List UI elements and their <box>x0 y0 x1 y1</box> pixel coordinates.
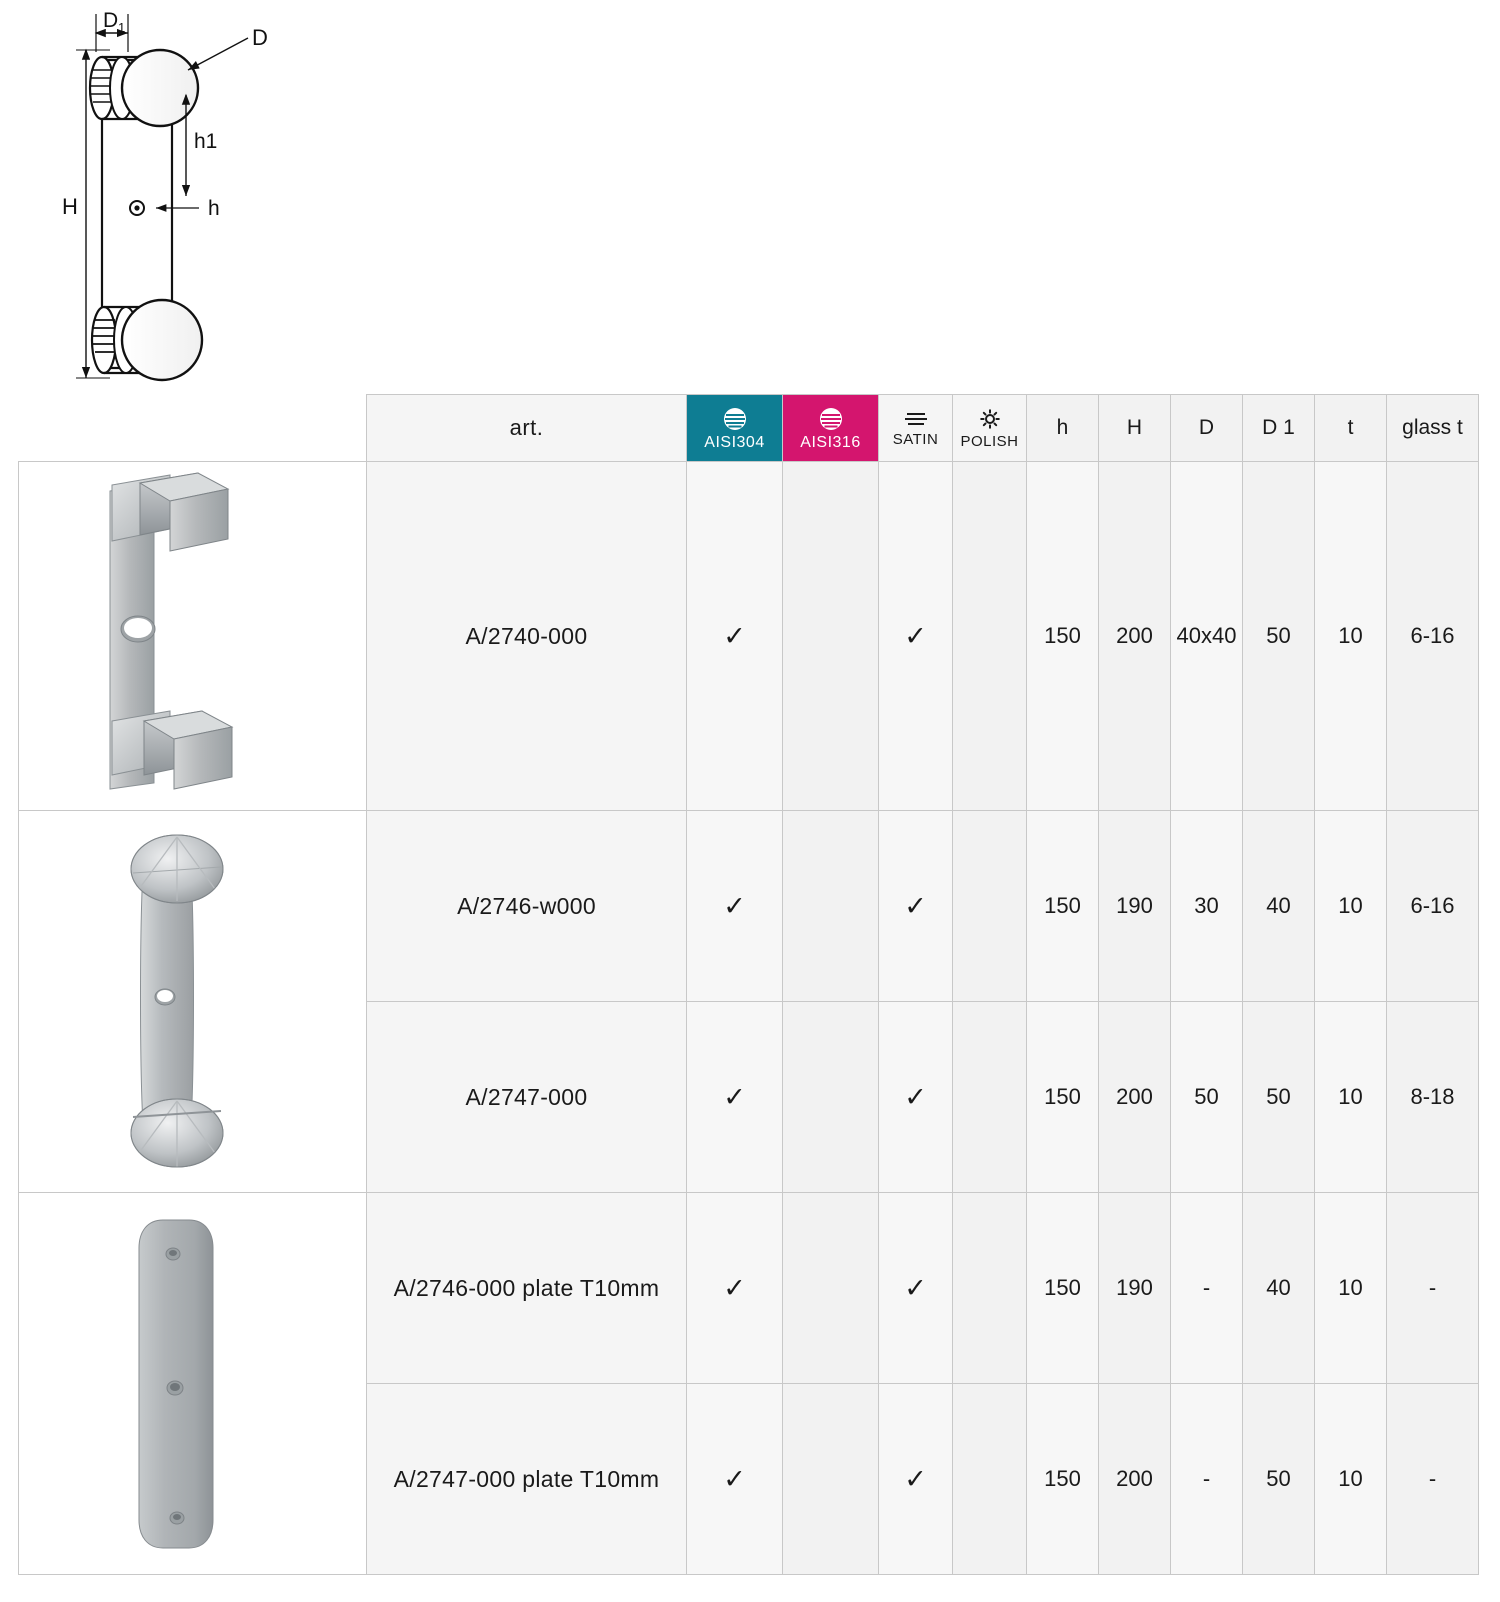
product-image-square-point-fitting <box>19 462 367 811</box>
dim-glass-t: - <box>1387 1193 1479 1384</box>
technical-drawing-svg <box>60 0 400 400</box>
polish-check <box>953 1002 1027 1193</box>
table-row <box>19 1193 1479 1384</box>
dim-glass-t: 6-16 <box>1387 462 1479 811</box>
dim-D1: 50 <box>1243 462 1315 811</box>
art-code: A/2747-000 <box>367 1002 687 1193</box>
header-t: t <box>1315 395 1387 462</box>
dim-h: 150 <box>1027 462 1099 811</box>
product-specification-table <box>18 394 1479 1575</box>
header-polish <box>953 395 1027 462</box>
steel-disc-icon <box>722 406 748 432</box>
dim-D: 30 <box>1171 811 1243 1002</box>
product-image-flat-plate <box>19 1193 367 1575</box>
art-code: A/2746-000 plate T10mm <box>367 1193 687 1384</box>
dim-D1: 40 <box>1243 1193 1315 1384</box>
satin-check: ✓ <box>879 811 953 1002</box>
satin-lines-icon <box>903 409 929 429</box>
art-code: A/2746-w000 <box>367 811 687 1002</box>
header-satin <box>879 395 953 462</box>
label-h: h <box>208 197 220 220</box>
dim-D1: 40 <box>1243 811 1315 1002</box>
art-code: A/2747-000 plate T10mm <box>367 1384 687 1575</box>
satin-check: ✓ <box>879 1384 953 1575</box>
dim-h: 150 <box>1027 1002 1099 1193</box>
dim-H: 190 <box>1099 1193 1171 1384</box>
header-aisi316-label: AISI316 <box>800 433 861 451</box>
table-header-row <box>19 395 1479 462</box>
polish-check <box>953 811 1027 1002</box>
aisi316-check <box>783 1002 879 1193</box>
dim-glass-t: 6-16 <box>1387 811 1479 1002</box>
dim-D: - <box>1171 1193 1243 1384</box>
dim-H: 200 <box>1099 1384 1171 1575</box>
dim-t: 10 <box>1315 1193 1387 1384</box>
dim-h: 150 <box>1027 811 1099 1002</box>
aisi304-check: ✓ <box>687 462 783 811</box>
aisi304-check: ✓ <box>687 811 783 1002</box>
dim-t: 10 <box>1315 1384 1387 1575</box>
dim-D: - <box>1171 1384 1243 1575</box>
polish-check <box>953 1384 1027 1575</box>
dim-H: 190 <box>1099 811 1171 1002</box>
aisi304-check: ✓ <box>687 1002 783 1193</box>
satin-check: ✓ <box>879 462 953 811</box>
satin-check: ✓ <box>879 1193 953 1384</box>
header-art: art. <box>367 395 687 462</box>
table-row <box>19 811 1479 1002</box>
technical-drawing <box>60 0 400 400</box>
dim-glass-t: 8-18 <box>1387 1002 1479 1193</box>
label-d1: D <box>103 9 119 32</box>
label-d1-sub: 1 <box>118 20 126 35</box>
header-H: H <box>1099 395 1171 462</box>
header-glass-t: glass t <box>1387 395 1479 462</box>
dim-H: 200 <box>1099 1002 1171 1193</box>
steel-disc-icon <box>818 406 844 432</box>
dim-D1: 50 <box>1243 1002 1315 1193</box>
header-satin-label: SATIN <box>892 431 939 448</box>
aisi316-check <box>783 811 879 1002</box>
polish-check <box>953 1193 1027 1384</box>
aisi316-check <box>783 1193 879 1384</box>
dim-glass-t: - <box>1387 1384 1479 1575</box>
header-aisi304-label: AISI304 <box>704 433 765 451</box>
dim-t: 10 <box>1315 462 1387 811</box>
aisi316-check <box>783 1384 879 1575</box>
round-point-fitting-photo <box>103 827 283 1177</box>
dim-D: 40x40 <box>1171 462 1243 811</box>
dim-D: 50 <box>1171 1002 1243 1193</box>
label-H: H <box>62 194 78 219</box>
header-image-spacer <box>19 395 367 462</box>
flat-plate-photo <box>123 1214 263 1554</box>
dim-D1: 50 <box>1243 1384 1315 1575</box>
aisi304-check: ✓ <box>687 1193 783 1384</box>
label-h1: h1 <box>194 130 218 153</box>
header-D1: D 1 <box>1243 395 1315 462</box>
dim-H: 200 <box>1099 462 1171 811</box>
header-aisi304 <box>687 395 783 462</box>
product-image-round-point-fitting <box>19 811 367 1193</box>
art-code: A/2740-000 <box>367 462 687 811</box>
aisi316-check <box>783 462 879 811</box>
header-h: h <box>1027 395 1099 462</box>
dim-h: 150 <box>1027 1193 1099 1384</box>
dim-t: 10 <box>1315 811 1387 1002</box>
polish-burst-icon <box>978 407 1002 431</box>
header-polish-label: POLISH <box>960 433 1019 450</box>
header-aisi316 <box>783 395 879 462</box>
dim-h: 150 <box>1027 1384 1099 1575</box>
table-row <box>19 462 1479 811</box>
header-D: D <box>1171 395 1243 462</box>
aisi304-check: ✓ <box>687 1384 783 1575</box>
polish-check <box>953 462 1027 811</box>
satin-check: ✓ <box>879 1002 953 1193</box>
label-d: D <box>252 25 268 50</box>
dim-t: 10 <box>1315 1002 1387 1193</box>
square-point-fitting-photo <box>78 471 308 801</box>
